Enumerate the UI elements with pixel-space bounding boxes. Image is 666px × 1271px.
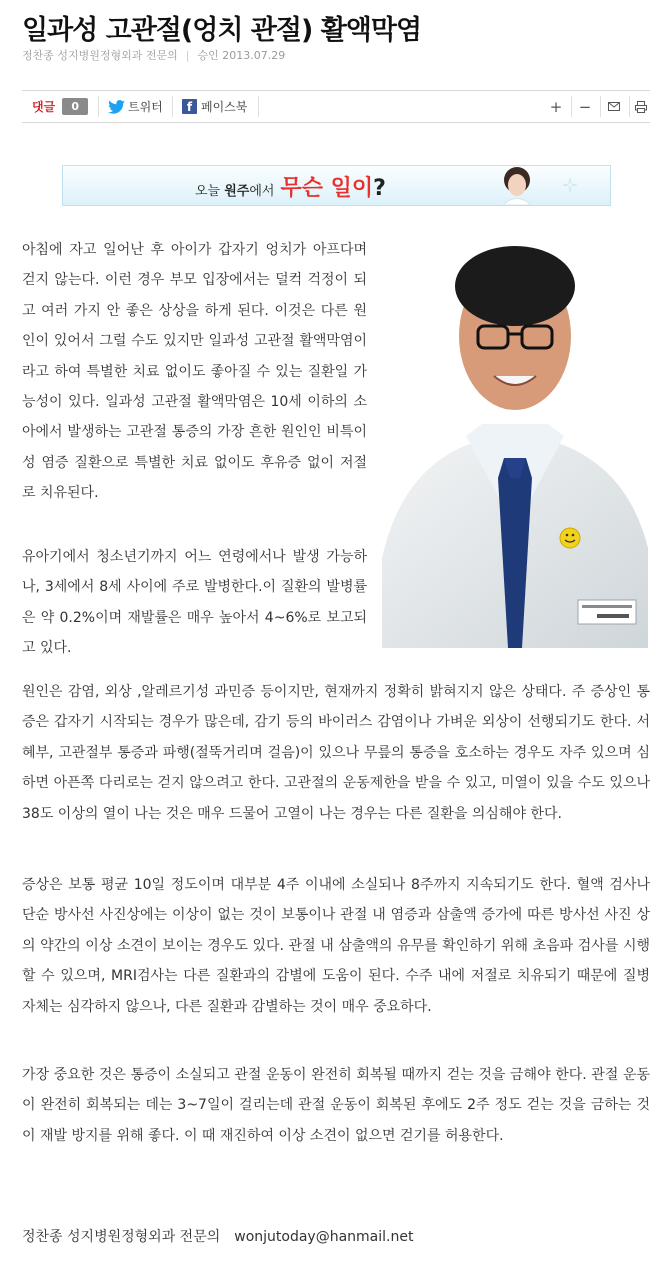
toolbar-divider [600, 96, 601, 117]
facebook-icon: f [182, 99, 197, 114]
font-increase-button[interactable] [546, 91, 566, 122]
article-paragraph: 증상은 보통 평균 10일 정도이며 대부분 4주 이내에 소실되나 8주까지 지속되기도 한다. 혈액 검사나 단순 방사선 사진상에는 이상이 없는 것이 보통이나 관절 내 염증과 삼출액 증가에 따른 방사선 사진 상의 약간의 이상 소견이 보이는 경우도 있다. 관절 내 삼출액의 유무를 확인하기 위해 초음파 검사를 시행할 수 있으며, MRI검사는 다른 질환과의 감별에 도움이 된다. 수주 내에 저절로 치유되기 때문에 질병 자체는 심각하지 않으나, 다른 질환과 감별하는 것이 매우 중요하다. [22, 877, 650, 1015]
reply-label: 댓글 [32, 100, 56, 114]
toolbar-divider [258, 96, 259, 117]
twitter-icon [108, 100, 125, 114]
font-decrease-button[interactable] [575, 91, 595, 122]
article-meta [22, 47, 285, 63]
article-paragraph: 원인은 감염, 외상 ,알레르기성 과민증 등이지만, 현재까지 정확히 밝혀지지 않은 상태다. 주 증상인 통증은 갑자기 시작되는 경우가 많은데, 감기 등의 바이러스 감염이나 가벼운 외상이 선행되기도 한다. 서혜부, 고관절부 통증과 파행(절뚝거리며 걸음)이 있으나 무릎의 통증을 호소하는 경우도 자주 있으며 심하면 아픈쪽 다리로는 걷지 않으려고 한다. 고관절의 운동제한을 받을 수 있고, 미열이 있을 수도 있으나 38도 이상의 열이 나는 것은 매우 드물어 고열이 나는 경우는 다른 질환을 의심해야 한다. [22, 684, 650, 822]
author-email-link[interactable]: wonjutoday@hanmail.net [234, 1229, 414, 1245]
approved-date: 승인 2013.07.29 [197, 49, 286, 62]
print-icon [635, 101, 647, 113]
banner-text: 오늘 원주에서 무슨 일이? [195, 176, 386, 201]
doctor-portrait-image [382, 228, 648, 648]
reply-count-badge: 0 [62, 98, 88, 115]
mail-icon [608, 102, 620, 111]
toolbar-divider [98, 96, 99, 117]
email-share-button[interactable] [604, 91, 624, 122]
footer-author: 정찬종 성지병원정형외과 전문의 [22, 1229, 221, 1245]
article-title: 일과성 고관절(엉치 관절) 활액막염 [22, 15, 422, 46]
minus-icon: − [578, 97, 592, 116]
toolbar-divider [172, 96, 173, 117]
facebook-label: 페이스북 [201, 100, 248, 114]
banner-woman-image [483, 166, 553, 205]
twitter-label: 트위터 [128, 100, 163, 114]
print-button[interactable] [631, 91, 651, 122]
toolbar-divider [629, 96, 630, 117]
plus-icon: + [549, 97, 563, 116]
article-paragraph: 유아기에서 청소년기까지 어느 연령에서나 발생 가능하나, 3세에서 8세 사이에 주로 발병한다.이 질환의 발병률은 약 0.2%이며 재발률은 매우 높아서 4~6%로 보고되고 있다. [22, 549, 367, 657]
article-footer [22, 1226, 413, 1246]
article-paragraph: 가장 중요한 것은 통증이 소실되고 관절 운동이 완전히 회복될 때까지 걷는 것을 금해야 한다. 관절 운동이 완전히 회복되는 데는 3~7일이 걸리는데 관절 운동이 회복된 후에도 2주 정도 걷는 것을 금하는 것이 재발 방지를 위해 좋다. 이 때 재진하여 이상 소견이 없으면 걷기를 허용한다. [22, 1067, 650, 1144]
twitter-share-button[interactable] [108, 91, 163, 122]
author-byline: 정찬종 성지병원정형외과 전문의 [22, 49, 178, 62]
sparkle-icon [563, 178, 577, 192]
share-toolbar [22, 90, 650, 123]
facebook-share-button[interactable] [182, 91, 247, 122]
toolbar-divider [571, 96, 572, 117]
reply-button[interactable] [32, 91, 88, 122]
article-paragraph: 아침에 자고 일어난 후 아이가 갑자기 엉치가 아프다며 걷지 않는다. 이런 경우 부모 입장에서는 덜컥 걱정이 되고 여러 가지 안 좋은 상상을 하게 된다. 이것은 다른 원인이 있어서 그럴 수도 있지만 일과성 고관절 활액막염이라고 하여 특별한 치료 없이도 좋아질 수 있는 질환일 가능성이 있다. 일과성 고관절 활액막염은 10세 이하의 소아에서 발생하는 고관절 통증의 가장 흔한 원인인 비특이성 염증 질환으로 특별한 치료 없이도 후유증 없이 저절로 치유된다. [22, 242, 367, 502]
advertisement-banner[interactable] [62, 165, 611, 206]
meta-divider: | [185, 49, 190, 62]
